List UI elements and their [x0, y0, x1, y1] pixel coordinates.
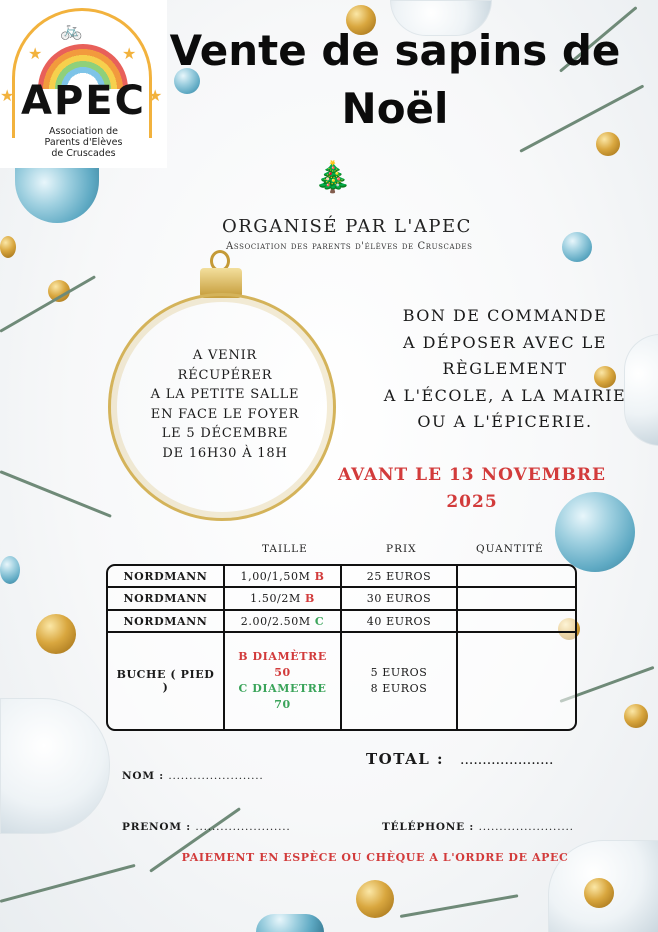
apec-logo [0, 0, 167, 168]
gold-bauble-ornament [36, 614, 76, 654]
column-header-size: TAILLE [262, 543, 308, 555]
table-row [108, 611, 575, 633]
gold-bauble-ornament [356, 880, 394, 918]
star-icon: ★ [122, 44, 137, 63]
order-table [106, 564, 577, 731]
size-cell: 2.00/2.50M C [225, 611, 342, 633]
blue-bauble-ornament [256, 914, 324, 932]
star-icon: ★ [28, 44, 43, 63]
size-code: B [304, 592, 315, 606]
price-cell: 5 EUROS 8 EUROS [342, 633, 458, 729]
product-cell: NORDMANN [108, 566, 225, 588]
column-header-price: PRIX [386, 543, 417, 555]
column-header-quantity: QUANTITÉ [476, 543, 544, 555]
size-code: B [314, 569, 325, 583]
total-field[interactable]: ..................... [460, 752, 554, 768]
product-cell: NORDMANN [108, 588, 225, 610]
firstname-field[interactable]: PRENOM : ....................... [122, 821, 291, 833]
blue-bauble-ornament [562, 232, 592, 262]
christmas-tree-icon: 🎄 [314, 160, 352, 195]
pickup-info: A VENIR RÉCUPÉRER A LA PETITE SALLE EN FACE LE FOYER LE 5 DÉCEMBRE DE 16H30 À 18H [150, 348, 300, 461]
fir-branch-decoration [0, 275, 96, 333]
logo-association-name: Association de Parents d'Elèves de Cruscades [44, 126, 123, 159]
size-cell: B DIAMÈTRE 50 C DIAMETRE 70 [225, 633, 342, 729]
price-cell: 25 EUROS [342, 566, 458, 588]
size-cell: 1,00/1,50M B [225, 566, 342, 588]
fir-branch-decoration [400, 894, 519, 918]
fir-branch-decoration [0, 470, 112, 518]
white-bauble-ornament [0, 698, 110, 834]
product-cell: NORDMANN [108, 611, 225, 633]
logo-acronym: APEC [21, 78, 146, 124]
table-row [108, 588, 575, 610]
order-deadline: AVANT LE 13 NOVEMBRE 2025 [338, 465, 606, 512]
gold-bauble-ornament [584, 878, 614, 908]
blue-bauble-ornament [0, 556, 20, 584]
gold-bauble-ornament [624, 704, 648, 728]
gold-bauble-ornament [0, 236, 16, 258]
organizer-heading: ORGANISÉ PAR L'APEC [222, 216, 472, 237]
child-bicycle-icon: 🚲 [60, 20, 83, 41]
total-label: TOTAL : [366, 750, 445, 768]
organizer-subheading: Association des parents d'élèves de Cruscades [226, 241, 473, 252]
star-icon: ★ [148, 86, 163, 105]
payment-note: PAIEMENT EN ESPÈCE OU CHÈQUE A L'ORDRE DE APEC [181, 851, 569, 864]
product-cell: BUCHE ( PIED ) [108, 633, 225, 729]
fir-branch-decoration [0, 864, 136, 903]
table-row [108, 633, 575, 729]
quantity-input-cell[interactable] [458, 566, 575, 588]
size-code: C [314, 614, 325, 628]
price-cell: 30 EUROS [342, 588, 458, 610]
page-title: Vente de sapins de Noël [169, 26, 621, 133]
phone-field[interactable]: TÉLÉPHONE : ....................... [382, 821, 574, 833]
name-field[interactable]: NOM : ....................... [122, 770, 264, 782]
blue-bauble-ornament [15, 165, 99, 223]
order-instructions: BON DE COMMANDE A DÉPOSER AVEC LE RÈGLEMENT A L'ÉCOLE, A LA MAIRIE OU A L'ÉPICERIE. [383, 306, 627, 431]
star-icon: ★ [0, 86, 15, 105]
size-cell: 1.50/2M B [225, 588, 342, 610]
price-cell: 40 EUROS [342, 611, 458, 633]
table-row [108, 566, 575, 588]
quantity-input-cell[interactable] [458, 633, 575, 729]
quantity-input-cell[interactable] [458, 611, 575, 633]
quantity-input-cell[interactable] [458, 588, 575, 610]
